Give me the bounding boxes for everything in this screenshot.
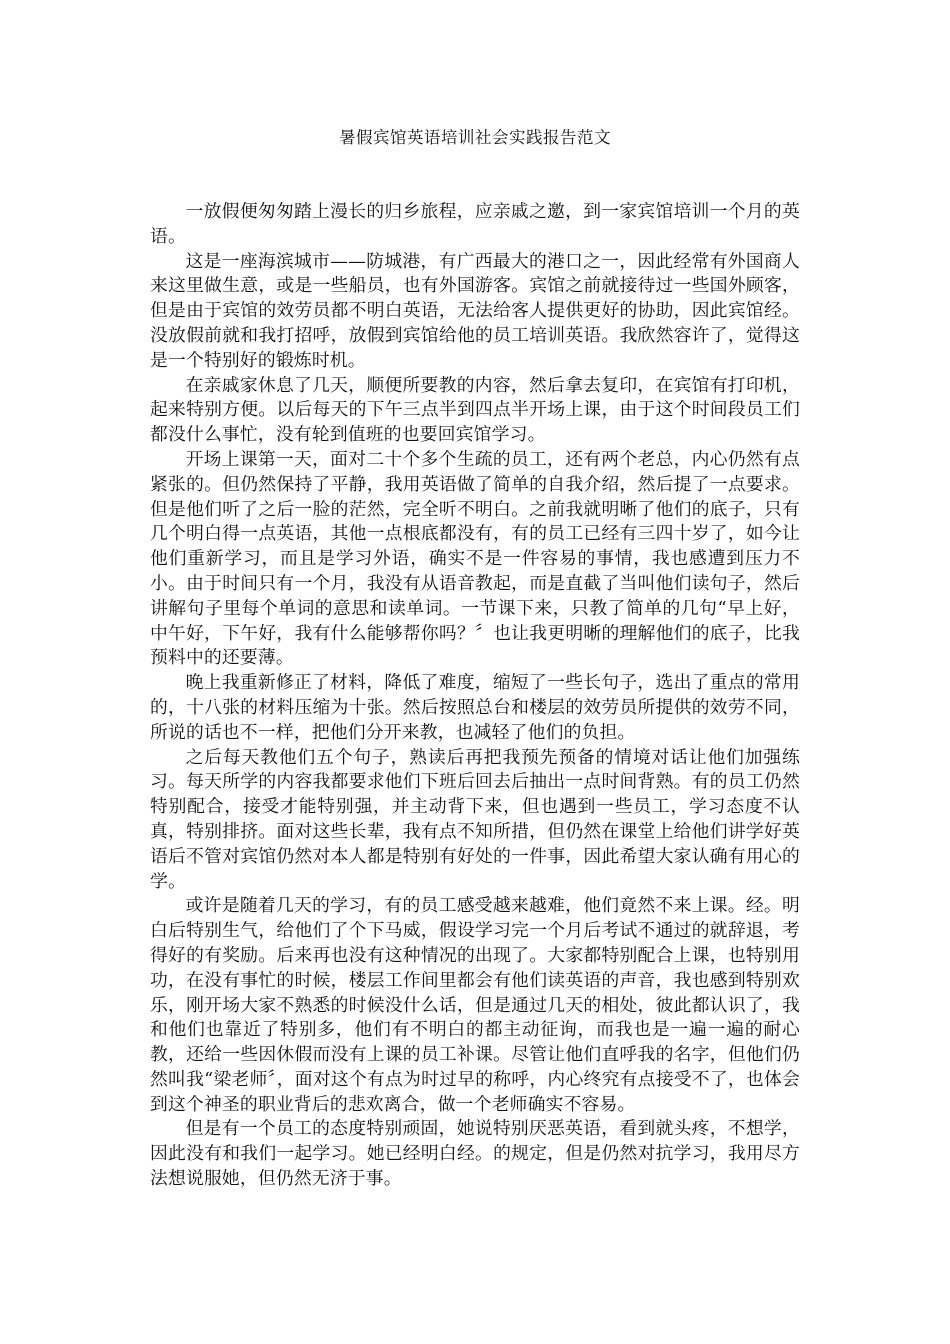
paragraph-2: 这是一座海滨城市——防城港，有广西最大的港口之一，因此经常有外国商人来这里做生意，或是一些船员，也有外国游客。宾馆之前就接待过一些国外顾客，但是由于宾馆的效劳员都不明白英语，无法给客人提供更好的协助，因此宾馆经。没放假前就和我打招呼，放假到宾馆给他的员工培训英语。我欣然容许了，觉得这是一个特别好的锻炼时机。 [150,250,800,371]
paragraph-5: 晚上我重新修正了材料，降低了难度，缩短了一些长句子，选出了重点的常用的，十八张的材料压缩为十张。然后按照总台和楼层的效劳员所提供的效劳不同，所说的话也不一样，把他们分开来教，也减轻了他们的负担。 [150,672,800,743]
paragraph-6: 之后每天教他们五个句子，熟读后再把我预先预备的情境对话让他们加强练习。每天所学的内容我都要求他们下班后回去后抽出一点时间背熟。有的员工仍然特别配合，接受才能特别强，并主动背下来，但也遇到一些员工，学习态度不认真，特别排挤。面对这些长辈，我有点不知所措，但仍然在课堂上给他们讲学好英语后不管对宾馆仍然对本人都是特别有好处的一件事，因此希望大家认确有用心的学。 [150,746,800,892]
paragraph-4: 开场上课第一天，面对二十个多个生疏的员工，还有两个老总，内心仍然有点紧张的。但仍然保持了平静，我用英语做了简单的自我介绍，然后提了一点要求。但是他们听了之后一脸的茫然，完全听不明白。之前我就明晰了他们的底子，只有几个明白得一点英语，其他一点根底都没有，有的员工已经有三四十岁了，如今让他们重新学习，而且是学习外语，确实不是一件容易的事情，我也感遭到压力不小。由于时间只有一个月，我没有从语音教起，而是直截了当叫他们读句子，然后讲解句子里每个单词的意思和读单词。一节课下来，只教了简单的几句“早上好，中午好，下午好，我有什么能够帮你吗？〞也让我更明晰的理解他们的底子，比我预料中的还要薄。 [150,448,800,669]
document-title: 暑假宾馆英语培训社会实践报告范文 [339,128,611,147]
paragraph-8: 但是有一个员工的态度特别顽固，她说特别厌恶英语，看到就头疼，不想学，因此没有和我们一起学习。她已经明白经。的规定，但是仍然对抗学习，我用尽方法想说服她，但仍然无济于事。 [150,1118,800,1190]
paragraph-7: 或许是随着几天的学习，有的员工感受越来越难，他们竟然不来上课。经。明白后特别生气，给他们了个下马威，假设学习完一个月后考试不通过的就辞退，考得好的有奖励。后来再也没有这种情况的出现了。大家都特别配合上课，也特别用功，在没有事忙的时候，楼层工作间里都会有他们读英语的声音，我也感到特别欢乐，刚开场大家不熟悉的时候没什么话，但是通过几天的相处，彼此都认识了，我和他们也靠近了特别多，他们有不明白的都主动征询，而我也是一遍一遍的耐心教，还给一些因休假而没有上课的员工补课。尽管让他们直呼我的名字，但他们仍然叫我“梁老师〞，面对这个有点为时过早的称呼，内心终究有点接受不了，也体会到这个神圣的职业背后的悲欢离合，做一个老师确实不容易。 [150,895,800,1115]
paragraph-3: 在亲戚家休息了几天，顺便所要教的内容，然后拿去复印，在宾馆有打印机，起来特别方便。以后每天的下午三点半到四点半开场上课，由于这个时间段员工们都没什么事忙，没有轮到值班的也要回宾馆学习。 [150,374,800,446]
paragraph-1: 一放假便匆匆踏上漫长的归乡旅程，应亲戚之邀，到一家宾馆培训一个月的英语。 [150,201,800,247]
document-body [150,200,800,1192]
